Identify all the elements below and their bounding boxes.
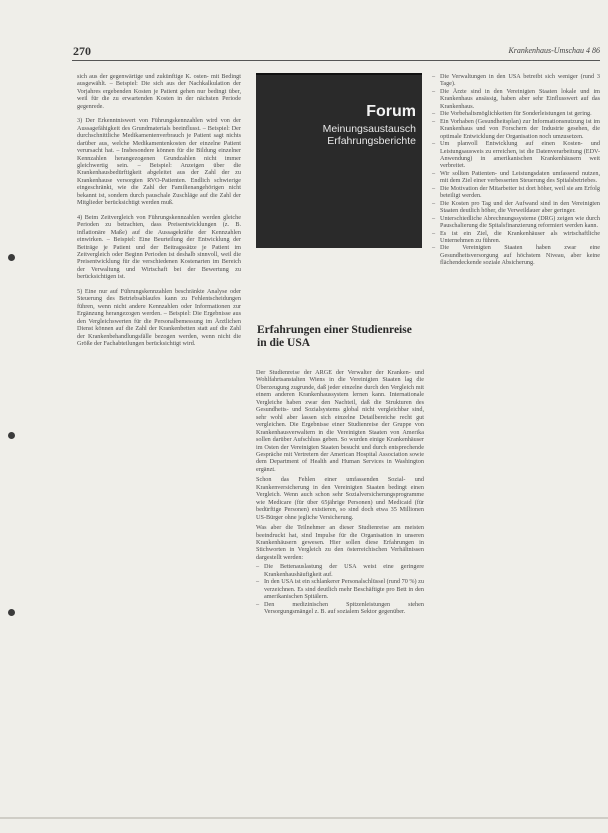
list-item: – Den medizinischen Spitzenleistungen stehen Versorgungsmängel z. B. auf sozialem Sektor gegenüber. [256,601,424,616]
middle-paragraph-3: Was aber die Teilnehmer an dieser Studienreise am meisten beeindruckt hat, sind Impulse für die Organisation in unseren Krankenhäusern gewesen. Hier sollen diese Erfahrungen in Stichworten in Vergleich zu den österreichischen Verhältnissen dargestellt werden: [256,524,424,561]
bottom-edge [0,817,608,819]
list-item: – Die Kosten pro Tag und der Aufwand sind in den Vereinigten Staaten deutlich höher, die Verweildauer aber geringer. [432,200,600,215]
left-paragraph-4: 5) Eine nur auf Führungskennzahlen beschränkte Analyse oder Steuerung des Betriebsablaufes kann zu Fehlentscheidungen führen, wenn nicht andere Kennzahlen oder Informationen zur Ergänzung herangezogen werden. – Beispiel: Die Ergebnisse aus den Vergleichswerten für die Personalbemessung im Ärztlichen Dienst können auf die Zahl der Krankenbetten statt auf die Zahl der Krankenbehandlungsfälle bezogen werden, wenn nicht die Größe der Fachabteilungen berücksichtigt wird. [77,287,241,347]
list-item: – In den USA ist ein schlankerer Personalschlüssel (rund 70 %) zu verzeichnen. Es sind deutlich mehr Beschäftigte pro Bett in den amerikanischen Spitälern. [256,578,424,600]
list-item: – Die Verwaltungen in den USA betreibt sich weniger (rund 3 Tage). [432,73,600,88]
right-column [432,73,600,267]
journal-title: Krankenhaus-Umschau 4 86 [508,46,600,55]
header-rule [72,60,600,61]
left-paragraph-1: sich aus der gegenwärtige und zukünftige K. osten- mit Bedingt ausgewählt. – Beispiel: Die sich aus der Nachkalkulation der Vorjahres ergebenden Kosten je Patient gehen nur bedingt über, weil für die zu erwartenden Kosten in der nächsten Periode gegenrede. [77,73,241,110]
list-item: – Um planvoll Entwicklung auf einen Kosten- und Leistungsausweis zu erreichen, ist die Datenverarbeitung (EDV-Anwendung) in amerikanischen Krankenhäusern weit verbreitet. [432,140,600,170]
list-item: – Wir sollten Patienten- und Leistungsdaten umfassend nutzen, mit dem Ziel einer verbesserten Steuerung des Spitalsbetriebes. [432,170,600,185]
list-item: – Die Vereinigten Staaten haben zwar eine Gesundheitsversorgung auf höchstem Niveau, aber keine flächendeckende soziale Absicherung. [432,244,600,266]
right-list [432,73,600,267]
list-item: – Es ist ein Ziel, die Krankenhäuser als wirtschaftliche Unternehmen zu führen. [432,230,600,245]
list-item: – Ein Vorhaben (Gesundheitsplan) zur Informationsnutzung ist im Krankenhaus und von Forschern der Industrie gesehen, die optimale Entwicklung der Organisation noch umzusetzen. [432,118,600,140]
page-number: 270 [73,44,91,58]
left-paragraph-3: 4) Beim Zeitvergleich von Führungskennzahlen werden gleiche Perioden zu betrachten, dass Preisentwicklungen (z. B. inflationäre Maße) auf die Aussagekräfte der Kennzahlen einwirken. – Beispiel: Eine Beurteilung der Entwicklung der Beiträge je Patient und der Beitragssätze je Patient im Zeitvergleich oder Beginn Perioden ist deshalb sinnvoll, weil die Preisentwicklung für die verschiedenen Kostenarten im Bereich der Verwaltung und Wirtschaft bei der Bewertung zu berücksichtigen ist. [77,213,241,281]
binder-hole [8,432,15,439]
forum-subtitle-line-1: Meinungsaustausch [322,123,416,135]
forum-title: Forum [366,103,416,120]
middle-list [256,563,424,615]
forum-banner [256,73,422,248]
list-item: – Unterschiedliche Abrechnungssysteme (DRG) zeigen wie durch Pauschalierung die Spitalsfinanzierung reformiert werden kann. [432,215,600,230]
left-column [77,73,241,347]
list-item: – Die Bettenauslastung der USA weist eine geringere Krankenhaushäufigkeit auf. [256,563,424,578]
middle-paragraph-2: Schon das Fehlen einer umfassenden Sozial- und Krankenversicherung in den Vereinigten Staaten bedingt einen Vergleich. Wenn auch schon sehr Sozialversicherungsprogramme wie Medicare (für über 65jährige Personen) und Medicaid (für bedürftige Personen) existieren, so sind doch etwa 35 Millionen US-Bürger ohne jegliche Versicherung. [256,476,424,521]
middle-column [256,369,424,616]
binder-hole [8,254,15,261]
binder-hole [8,609,15,616]
forum-subtitle [323,123,416,147]
list-item: – Die Motivation der Mitarbeiter ist dort höher, weil sie am Erfolg beteiligt werden. [432,185,600,200]
list-item: – Die Ärzte sind in den Vereinigten Staaten lokale und im Krankenhaus ansässig, haben aber sehr Einflusswert auf das Krankenhaus. [432,88,600,110]
article-heading: Erfahrungen einer Studienreise in die USA [257,324,412,349]
middle-paragraph-1: Der Studienreise der ARGE der Verwalter der Kranken- und Wohlfahrtsanstalten Wiens in die Vereinigten Staaten lag die Überzeugung zugrunde, daß jeder einzelne durch den Vergleich mit einem anderen Krankenhaussystem lernen kann. Internationale Vergleiche haben zwar den Nachteil, daß die Strukturen des Gesundheits- und Sozialsystems global nicht vergleichbar sind, sehr wohl aber lassen sich einzelne Detailbereiche recht gut vergleichen. Die Ergebnisse einer Studienreise der Gruppe von Krankenhausverwaltern in die Vereinigten Staaten von Amerika sollen darüber Aufschluss geben. So wurden einige Krankenhäuser im Osten der Vereinigten Staaten besucht und durch entsprechende Gespräche mit Vertretern der American Hospital Association sowie dem Department of Health and Human Services in Washington ergänzt. [256,369,424,473]
list-item: – Die Vorbehaltsmöglichkeiten für Sonderleistungen ist gering. [432,110,600,117]
left-paragraph-2: 3) Der Erkenntniswert von Führungskennzahlen wird von der Aussagefähigkeit des Grundmaterials beeinflusst. – Beispiel: Der durchschnittliche Medikamentenverbrauch je Patient sagt nichts darüber aus, welche Medikamentenkosten der einzelne Patient verursacht hat. – Insbesondere können für die Bildung einzelner Kennzahlen herangezogenen Grundzahlen nicht immer gleichwertig sein. – Beispiel: Anzeigen über die Krankenhausbedürftigkeit abgeleitet aus der Zahl der zu Krankenhause versorgten RVO-Patienten. Endlich schwierige eingeschränkt, wie die Zahl der Familienangehörigen nicht bekannt ist, sondern durch pauschale Zuschläge auf die Zahl der Mitglieder berücksichtigt werden muß. [77,117,241,207]
forum-subtitle-line-2: Erfahrungsberichte [327,135,416,147]
